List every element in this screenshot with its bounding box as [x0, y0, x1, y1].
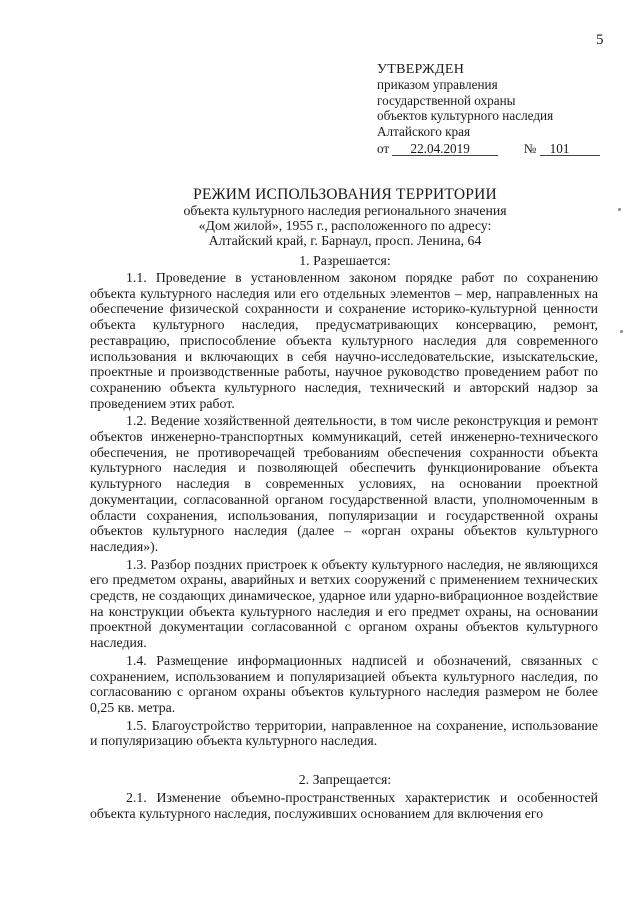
approval-stamp — [377, 62, 600, 156]
section-permitted-body — [90, 270, 598, 749]
title-main: РЕЖИМ ИСПОЛЬЗОВАНИЯ ТЕРРИТОРИИ — [193, 186, 497, 203]
document-title — [90, 186, 600, 248]
page-number: 5 — [596, 32, 604, 48]
title-line: Алтайский край, г. Барнаул, просп. Ленина, 64 — [208, 233, 482, 248]
title-line: объекта культурного наследия регионального значения — [183, 203, 507, 218]
scan-mark — [620, 330, 623, 333]
approval-line: государственной охраны — [377, 92, 516, 108]
section-heading-prohibited: 2. Запрещается: — [298, 772, 392, 787]
approval-number: 101 — [540, 142, 600, 156]
section-prohibited-body — [90, 790, 598, 821]
clause-1-5: 1.5. Благоустройство территории, направленное на сохранение, использование и популяризацию объекта культурного наследия. — [90, 717, 598, 749]
approval-title: УТВЕРЖДЕН — [377, 62, 465, 77]
scan-mark — [618, 208, 621, 211]
approval-date: 22.04.2019 — [392, 142, 498, 156]
clause-1-2: 1.2. Ведение хозяйственной деятельности, в том числе реконструкция и ремонт объектов инженерно-транспортных коммуникаций, сетей инженерно-технического обеспечения, не противоречащей требованиям обеспечения сохранности объекта культурного наследия и позволяющей обеспечить функционирование объекта культурного наследия в современных условиях, на основании проектной документации, согласованной органом государственной власти, уполномоченным в области сохранения, использования, популяризации и государственной охраны объектов культурного наследия (далее – «орган охраны объектов культурного наследия»). — [90, 413, 598, 554]
approval-date-line — [377, 141, 600, 156]
clause-2-1: 2.1. Изменение объемно-пространственных характеристик и особенностей объекта культурного наследия, послуживших основанием для включения его — [90, 790, 598, 821]
clause-1-1: 1.1. Проведение в установленном законом порядке работ по сохранению объекта культурного наследия или его отдельных элементов – мер, направленных на обеспечение физической сохранности и сохранение историко-культурной ценности объекта культурного наследия, предусматривающих консервацию, ремонт, реставрацию, приспособление объекта культурного наследия для современного использования и включающих в себя научно-исследовательские, изыскательские, проектные и производственные работы, научное руководство проведением работ по сохранению объекта культурного наследия, технический и авторский надзор за проведением этих работ. — [90, 270, 598, 411]
number-label: № — [523, 141, 537, 157]
clause-1-4: 1.4. Размещение информационных надписей и обозначений, связанных с сохранением, использованием и популяризацией объекта культурного наследия, по согласованию с органом охраны объектов культурного наследия размером не более 0,25 кв. метра. — [90, 652, 598, 715]
clause-1-3: 1.3. Разбор поздних пристроек к объекту культурного наследия, не являющихся его предметом охраны, аварийных и ветхих сооружений с применением технических средств, не создающих динамическое, ударное или ударно-вибрационное воздействие на конструкции объекта культурного наследия и его предмет охраны, на основании проектной документации согласованной с органом охраны объектов культурного наследия. — [90, 556, 598, 651]
approval-line: объектов культурного наследия — [377, 108, 554, 124]
date-prefix: от — [377, 141, 390, 157]
approval-line: Алтайского края — [377, 123, 471, 139]
section-heading-permitted: 1. Разрешается: — [299, 253, 391, 268]
approval-line: приказом управления — [377, 77, 498, 93]
title-line: «Дом жилой», 1955 г., расположенного по адресу: — [198, 218, 492, 233]
